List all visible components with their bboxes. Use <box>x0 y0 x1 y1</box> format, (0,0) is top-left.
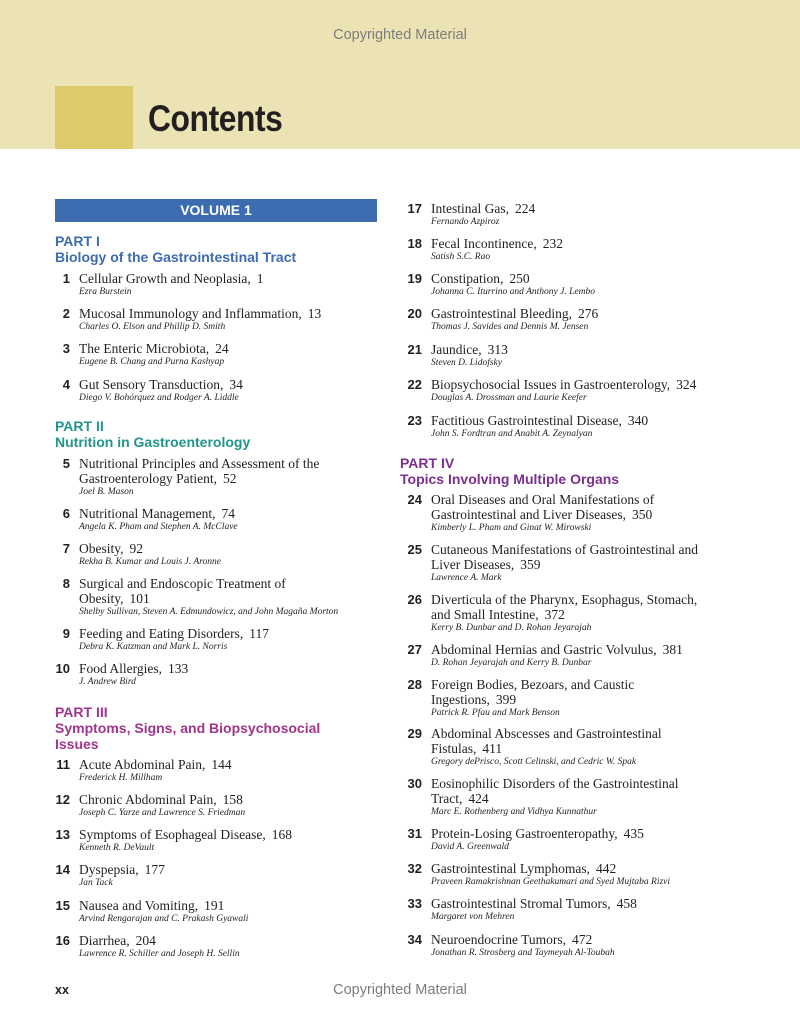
chapter-number: 26 <box>407 592 422 607</box>
chapter-number: 10 <box>55 661 70 676</box>
chapter-page-number: 424 <box>468 791 489 806</box>
chapter-title <box>431 642 683 657</box>
chapter-page-number: 144 <box>211 757 232 772</box>
chapter-page-number: 74 <box>221 506 235 521</box>
chapter-page-number: 52 <box>222 471 237 486</box>
chapter-title <box>431 236 563 251</box>
chapter-title <box>79 661 188 676</box>
copyright-watermark-bottom: Copyrighted Material <box>333 982 467 998</box>
chapter-title-text: Feeding and Eating Disorders, <box>79 626 244 641</box>
chapter-title-line <box>431 271 530 286</box>
chapter-title-text: Surgical and Endoscopic Treatment of <box>79 576 286 591</box>
chapter-page-number: 133 <box>168 661 189 676</box>
chapter-title-line <box>431 642 683 657</box>
chapter-title <box>79 341 229 356</box>
chapter-authors: Joseph C. Yarze and Lawrence S. Friedman <box>79 808 246 818</box>
chapter-number: 2 <box>62 306 70 321</box>
chapter-title <box>431 861 616 876</box>
chapter-page-number: 177 <box>144 862 165 877</box>
chapter-title <box>79 271 263 286</box>
chapter-number: 7 <box>62 541 70 556</box>
part-heading <box>55 418 250 450</box>
chapter-page-number: 458 <box>616 896 637 911</box>
chapter-page-number: 34 <box>229 377 243 392</box>
chapter-title-text: Protein-Losing Gastroenteropathy, <box>431 826 618 841</box>
chapter-number: 31 <box>407 826 422 841</box>
chapter-title-text: Foreign Bodies, Bezoars, and Caustic <box>431 677 635 692</box>
chapter-title-line <box>79 591 286 606</box>
chapter-title-line <box>431 306 598 321</box>
chapter-title-text: Intestinal Gas, <box>431 201 509 216</box>
chapter-title-text: Cutaneous Manifestations of Gastrointestinal and <box>431 542 698 557</box>
chapter-title <box>79 626 269 641</box>
chapter-number: 18 <box>407 236 422 251</box>
chapter-title <box>431 592 697 622</box>
chapter-title-line <box>431 607 697 622</box>
chapter-page-number: 411 <box>482 741 503 756</box>
part-label: PART III <box>55 704 108 720</box>
chapter-page-number: 372 <box>544 607 565 622</box>
chapter-number: 33 <box>407 896 422 911</box>
chapter-number: 25 <box>407 542 422 557</box>
chapter-authors: Lawrence A. Mark <box>431 573 502 583</box>
chapter-title-line <box>79 757 232 772</box>
chapter-authors: Kenneth R. DeVault <box>79 843 155 853</box>
chapter-title-text: Biopsychosocial Issues in Gastroenterology, <box>431 377 671 392</box>
chapter-title-line <box>431 826 644 841</box>
chapter-title-line <box>79 827 292 842</box>
chapter-title-text: Symptoms of Esophageal Disease, <box>79 827 266 842</box>
accent-square <box>55 86 133 149</box>
chapter-title-text: The Enteric Microbiota, <box>79 341 210 356</box>
chapter-authors: Frederick H. Millham <box>79 773 163 783</box>
chapter-title-line <box>431 557 698 572</box>
chapter-number: 5 <box>62 456 70 471</box>
chapter-authors: J. Andrew Bird <box>79 677 136 687</box>
chapter-title-line <box>431 791 678 806</box>
chapter-title <box>79 541 143 556</box>
chapter-authors: John S. Fordtran and Anabit A. Zeynalyan <box>431 429 593 439</box>
chapter-title <box>79 456 319 486</box>
chapter-number: 9 <box>62 626 70 641</box>
copyright-watermark-top: Copyrighted Material <box>333 27 467 43</box>
chapter-page-number: 13 <box>307 306 322 321</box>
chapter-title-text: and Small Intestine, <box>431 607 539 622</box>
chapter-title-text: Acute Abdominal Pain, <box>79 757 206 772</box>
chapter-page-number: 232 <box>542 236 563 251</box>
chapter-title-line <box>79 661 188 676</box>
chapter-page-number: 204 <box>135 933 156 948</box>
page-title: Contents <box>148 98 283 139</box>
chapter-title <box>431 306 598 321</box>
chapter-page-number: 168 <box>271 827 292 842</box>
chapter-title-text: Oral Diseases and Oral Manifestations of <box>431 492 655 507</box>
chapter-authors: Gregory dePrisco, Scott Celinski, and Cedric W. Spak <box>431 757 637 767</box>
chapter-page-number: 158 <box>222 792 243 807</box>
chapter-authors: Jan Tack <box>79 878 113 888</box>
chapter-page-number: 313 <box>487 342 508 357</box>
chapter-page-number: 1 <box>256 271 264 286</box>
chapter-page-number: 250 <box>509 271 530 286</box>
chapter-title-line <box>79 898 224 913</box>
volume-banner: VOLUME 1 <box>55 199 377 222</box>
chapter-title-line <box>431 677 634 692</box>
part-heading <box>55 704 320 752</box>
chapter-title-line <box>431 592 697 607</box>
part-title: Symptoms, Signs, and Biopsychosocial <box>55 720 321 736</box>
chapter-title-line <box>79 341 229 356</box>
chapter-page-number: 276 <box>577 306 599 321</box>
chapter-title-text: Abdominal Abscesses and Gastrointestinal <box>431 726 662 741</box>
chapter-title-line <box>79 377 243 392</box>
chapter-authors: Arvind Rengarajan and C. Prakash Gyawali <box>79 914 249 924</box>
part-label: PART I <box>55 233 100 249</box>
chapter-authors: Fernando Azpiroz <box>431 217 500 227</box>
chapter-title <box>79 306 321 321</box>
chapter-page-number: 340 <box>627 413 649 428</box>
chapter-title-text: Diverticula of the Pharynx, Esophagus, Stomach, <box>431 592 698 607</box>
part-heading <box>400 455 619 487</box>
chapter-authors: Shelby Sullivan, Steven A. Edmundowicz, and John Magaña Morton <box>79 607 339 617</box>
chapter-title-line <box>79 933 156 948</box>
chapter-title-text: Cellular Growth and Neoplasia, <box>79 271 251 286</box>
chapter-title <box>431 726 662 756</box>
chapter-number: 6 <box>62 506 70 521</box>
chapter-title-text: Neuroendocrine Tumors, <box>431 932 566 947</box>
chapter-authors: Steven D. Lidofsky <box>431 358 502 368</box>
part-title: Biology of the Gastrointestinal Tract <box>55 249 297 265</box>
chapter-authors: Lawrence R. Schiller and Joseph H. Sellin <box>79 949 240 959</box>
chapter-authors: Charles O. Elson and Phillip D. Smith <box>79 322 226 332</box>
chapter-title <box>431 542 698 572</box>
chapter-title-text: Ingestions, <box>431 692 490 707</box>
chapter-title-line <box>79 471 319 486</box>
chapter-title-text: Nutritional Management, <box>79 506 216 521</box>
chapter-title <box>431 896 637 911</box>
chapter-number: 19 <box>407 271 422 286</box>
chapter-page-number: 101 <box>129 591 150 606</box>
chapter-title <box>431 492 654 522</box>
chapter-title-line <box>431 726 662 741</box>
chapter-number: 15 <box>55 898 70 913</box>
chapter-title-line <box>431 236 563 251</box>
chapter-title <box>431 677 634 707</box>
chapter-page-number: 92 <box>129 541 143 556</box>
chapter-number: 20 <box>407 306 422 321</box>
chapter-title <box>79 757 232 772</box>
chapter-title-text: Tract, <box>431 791 463 806</box>
chapter-title-text: Chronic Abdominal Pain, <box>79 792 217 807</box>
chapter-title <box>79 377 243 392</box>
chapter-number: 30 <box>407 776 422 791</box>
chapter-title <box>79 933 156 948</box>
chapter-authors: Douglas A. Drossman and Laurie Keefer <box>431 393 587 403</box>
chapter-title-text: Obesity, <box>79 591 124 606</box>
chapter-title <box>431 776 678 806</box>
chapter-page-number: 359 <box>520 557 541 572</box>
chapter-title <box>431 271 530 286</box>
chapter-authors: Kimberly L. Pham and Ginat W. Mirowski <box>431 523 592 533</box>
chapter-title-line <box>431 377 696 392</box>
chapter-title-line <box>431 932 592 947</box>
chapter-authors: Angela K. Pham and Stephen A. McClave <box>79 522 238 532</box>
chapter-page-number: 324 <box>676 377 697 392</box>
chapter-title-line <box>79 792 243 807</box>
chapter-title-text: Food Allergies, <box>79 661 163 676</box>
chapter-authors: Thomas J. Savides and Dennis M. Jensen <box>431 322 589 332</box>
chapter-title-line <box>79 862 165 877</box>
chapter-title-text: Eosinophilic Disorders of the Gastrointestinal <box>431 776 679 791</box>
part-heading <box>55 233 296 265</box>
chapter-number: 34 <box>407 932 422 947</box>
chapter-page-number: 117 <box>249 626 269 641</box>
chapter-title-line <box>431 776 678 791</box>
chapter-number: 17 <box>407 201 422 216</box>
part-title: Nutrition in Gastroenterology <box>55 434 251 450</box>
chapter-title <box>79 827 292 842</box>
chapter-title-text: Constipation, <box>431 271 504 286</box>
chapter-title <box>431 377 696 392</box>
chapter-title <box>79 506 235 521</box>
chapter-number: 27 <box>407 642 422 657</box>
chapter-page-number: 381 <box>662 642 683 657</box>
chapter-title-text: Obesity, <box>79 541 124 556</box>
chapter-number: 1 <box>62 271 70 286</box>
chapter-authors: Joel B. Mason <box>79 487 134 497</box>
chapter-page-number: 399 <box>495 692 517 707</box>
chapter-number: 29 <box>407 726 422 741</box>
chapter-title-line <box>431 492 654 507</box>
chapter-number: 3 <box>62 341 70 356</box>
part-label: PART II <box>55 418 104 434</box>
part-label: PART IV <box>400 455 455 471</box>
chapter-page-number: 435 <box>623 826 644 841</box>
chapter-number: 4 <box>62 377 70 392</box>
chapter-title-text: Gastroenterology Patient, <box>79 471 217 486</box>
chapter-number: 23 <box>407 413 422 428</box>
chapter-page-number: 24 <box>215 341 229 356</box>
chapter-authors: Ezra Burstein <box>79 287 132 297</box>
chapter-number: 13 <box>55 827 70 842</box>
chapter-number: 28 <box>407 677 422 692</box>
chapter-title-text: Gastrointestinal Stromal Tumors, <box>431 896 611 911</box>
chapter-title <box>431 342 508 357</box>
chapter-title-text: Jaundice, <box>431 342 482 357</box>
chapter-authors: D. Rohan Jeyarajah and Kerry B. Dunbar <box>431 658 592 668</box>
chapter-authors: David A. Greenwald <box>431 842 509 852</box>
page-number: xx <box>55 983 69 997</box>
chapter-title-line <box>79 271 263 286</box>
chapter-authors: Diego V. Bohórquez and Rodger A. Liddle <box>79 393 239 403</box>
chapter-title-line <box>431 861 616 876</box>
chapter-authors: Jonathan R. Strosberg and Taymeyah Al-Toubah <box>431 948 615 958</box>
chapter-page-number: 350 <box>631 507 653 522</box>
chapter-authors: Johanna C. Iturrino and Anthony J. Lembo <box>431 287 595 297</box>
chapter-title <box>79 792 243 807</box>
chapter-title <box>431 932 592 947</box>
chapter-title-line <box>431 692 634 707</box>
chapter-title-text: Factitious Gastrointestinal Disease, <box>431 413 622 428</box>
chapter-title-line <box>431 507 654 522</box>
part-title: Topics Involving Multiple Organs <box>400 471 620 487</box>
chapter-title-text: Diarrhea, <box>79 933 130 948</box>
chapter-title-line <box>79 456 319 471</box>
chapter-authors: Debra K. Katzman and Mark L. Norris <box>79 642 228 652</box>
chapter-page-number: 472 <box>572 932 593 947</box>
chapter-title-line <box>431 342 508 357</box>
chapter-title-line <box>79 576 286 591</box>
chapter-title-text: Dyspepsia, <box>79 862 139 877</box>
chapter-number: 24 <box>407 492 422 507</box>
chapter-page-number: 224 <box>514 201 536 216</box>
chapter-title-line <box>79 626 269 641</box>
chapter-title-line <box>431 542 698 557</box>
chapter-title-line <box>431 413 648 428</box>
chapter-title <box>79 862 165 877</box>
chapter-authors: Satish S.C. Rao <box>431 252 491 262</box>
chapter-title-text: Gastrointestinal and Liver Diseases, <box>431 507 626 522</box>
chapter-title-text: Nausea and Vomiting, <box>79 898 199 913</box>
chapter-title <box>79 576 286 606</box>
chapter-authors: Rekha B. Kumar and Louis J. Aronne <box>79 557 221 567</box>
chapter-page-number: 442 <box>595 861 617 876</box>
chapter-authors: Praveen Ramakrishnan Geethakumari and Syed Mujtaba Rizvi <box>431 877 671 887</box>
chapter-title-line <box>431 741 662 756</box>
chapter-authors: Patrick R. Pfau and Mark Benson <box>431 708 560 718</box>
chapter-number: 8 <box>62 576 70 591</box>
chapter-title-text: Liver Diseases, <box>431 557 515 572</box>
chapter-title-line <box>431 201 535 216</box>
chapter-number: 14 <box>55 862 70 877</box>
chapter-title-text: Mucosal Immunology and Inflammation, <box>79 306 302 321</box>
chapter-authors: Marc E. Rothenberg and Vidhya Kunnathur <box>431 807 597 817</box>
chapter-title <box>431 413 648 428</box>
chapter-title-text: Gastrointestinal Bleeding, <box>431 306 572 321</box>
chapter-number: 32 <box>407 861 422 876</box>
chapter-title-line <box>79 541 143 556</box>
chapter-title-text: Fistulas, <box>431 741 477 756</box>
chapter-title <box>431 201 535 216</box>
chapter-number: 16 <box>55 933 70 948</box>
chapter-authors: Margaret von Mehren <box>431 912 515 922</box>
chapter-number: 21 <box>407 342 422 357</box>
chapter-title-text: Nutritional Principles and Assessment of the <box>79 456 320 471</box>
chapter-title-text: Abdominal Hernias and Gastric Volvulus, <box>431 642 657 657</box>
chapter-authors: Kerry B. Dunbar and D. Rohan Jeyarajah <box>431 623 592 633</box>
chapter-title-line <box>79 506 235 521</box>
chapter-page-number: 191 <box>204 898 225 913</box>
chapter-number: 12 <box>55 792 70 807</box>
chapter-title <box>79 898 224 913</box>
chapter-title-text: Fecal Incontinence, <box>431 236 537 251</box>
chapter-title-line <box>431 896 637 911</box>
chapter-authors: Eugene B. Chang and Purna Kashyap <box>79 357 225 367</box>
part-title: Issues <box>55 736 99 752</box>
chapter-number: 11 <box>56 757 70 772</box>
chapter-title-text: Gut Sensory Transduction, <box>79 377 224 392</box>
chapter-title <box>431 826 644 841</box>
chapter-title-line <box>79 306 321 321</box>
chapter-number: 22 <box>407 377 422 392</box>
chapter-title-text: Gastrointestinal Lymphomas, <box>431 861 590 876</box>
